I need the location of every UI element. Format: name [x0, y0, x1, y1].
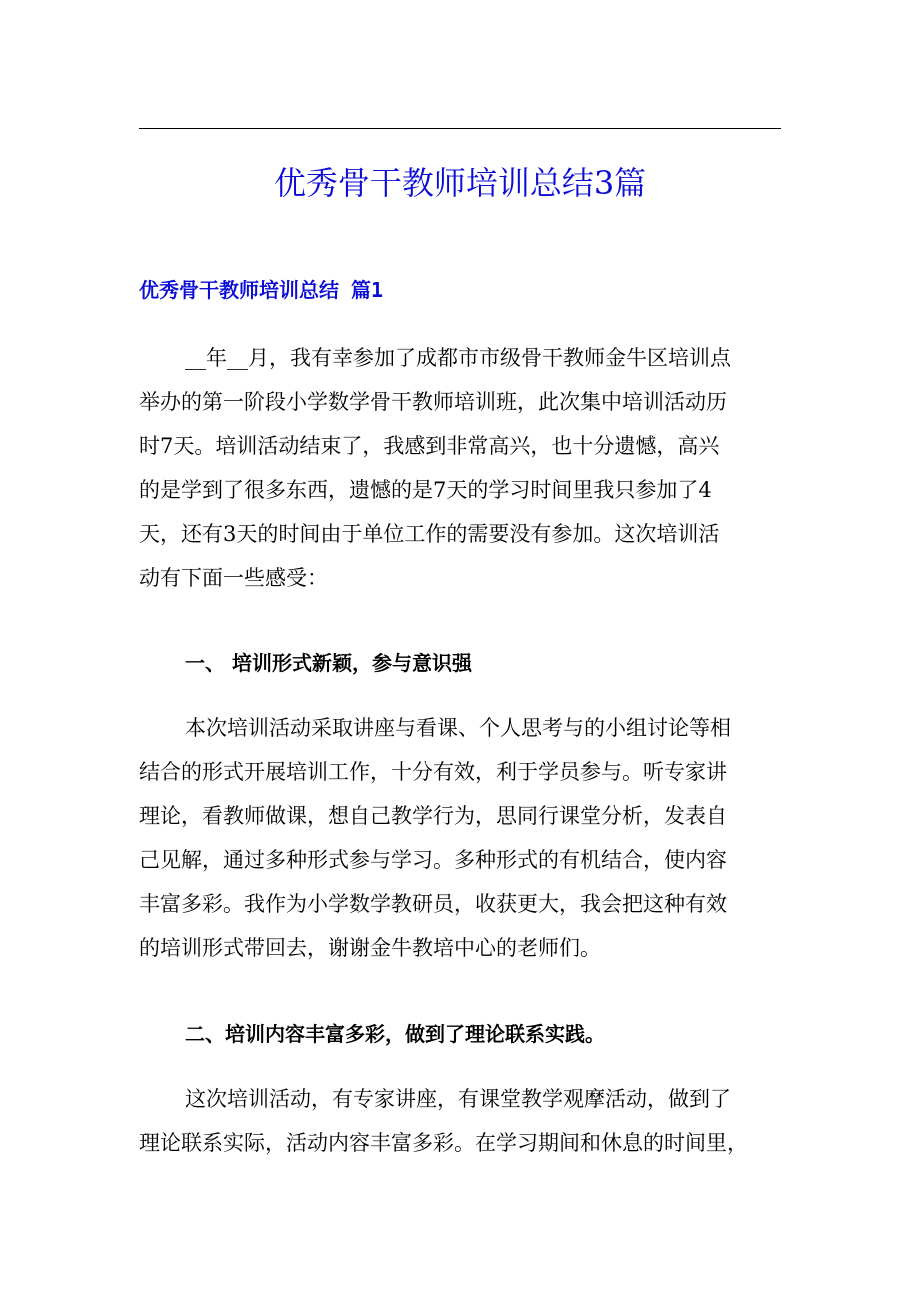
subheading-1: 一、 培训形式新颖，参与意识强 — [185, 651, 472, 675]
paragraph-line: 丰富多彩。我作为小学数学教研员，收获更大，我会把这种有效 — [139, 892, 727, 916]
paragraph-line: 己见解，通过多种形式参与学习。多种形式的有机结合，使内容 — [139, 848, 727, 872]
paragraph-line: 理论联系实际，活动内容丰富多彩。在学习期间和休息的时间里， — [139, 1131, 748, 1155]
paragraph-line: 这次培训活动，有专家讲座，有课堂教学观摩活动，做到了 — [185, 1087, 731, 1111]
paragraph-line: 理论，看教师做课，想自己教学行为，思同行课堂分析，发表自 — [139, 804, 727, 828]
paragraph-line: 动有下面一些感受： — [139, 566, 328, 590]
section-heading: 优秀骨干教师培训总结 篇1 — [139, 278, 384, 302]
paragraph-2 — [139, 706, 781, 970]
paragraph-line: 的是学到了很多东西，遗憾的是7天的学习时间里我只参加了4 — [139, 478, 712, 502]
paragraph-line: 的培训形式带回去，谢谢金牛教培中心的老师们。 — [139, 936, 601, 960]
paragraph-line: __年__月，我有幸参加了成都市市级骨干教师金牛区培训点 — [185, 346, 731, 370]
subheading-2: 二、培训内容丰富多彩，做到了理论联系实践。 — [185, 1022, 605, 1046]
document-title: 优秀骨干教师培训总结3篇 — [273, 164, 647, 202]
paragraph-line: 时7天。培训活动结束了，我感到非常高兴，也十分遗憾，高兴 — [139, 434, 720, 458]
paragraph-line: 举办的第一阶段小学数学骨干教师培训班，此次集中培训活动历 — [139, 390, 727, 414]
paragraph-line: 结合的形式开展培训工作，十分有效，利于学员参与。听专家讲 — [139, 760, 727, 784]
paragraph-line: 天，还有3天的时间由于单位工作的需要没有参加。这次培训活 — [139, 522, 720, 546]
paragraph-3 — [139, 1077, 781, 1165]
paragraph-1 — [139, 336, 781, 600]
header-rule — [139, 128, 781, 129]
paragraph-line: 本次培训活动采取讲座与看课、个人思考与的小组讨论等相 — [185, 716, 731, 740]
